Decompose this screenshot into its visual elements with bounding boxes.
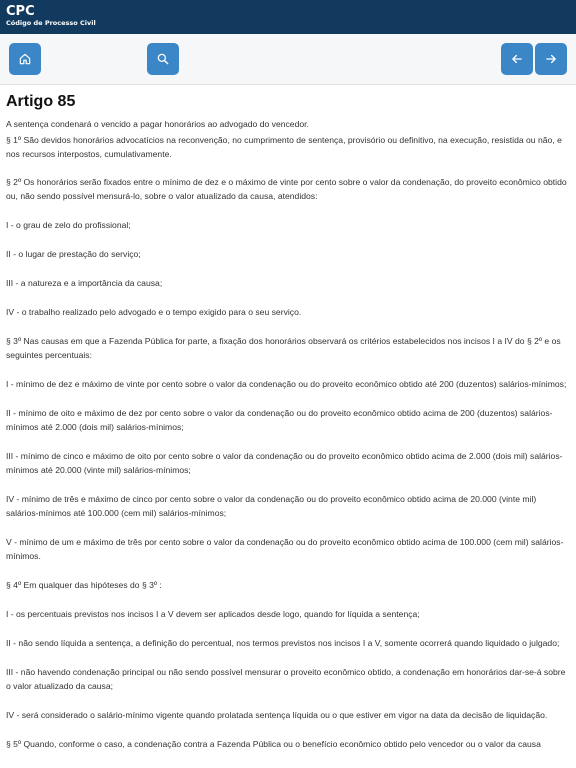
search-icon <box>156 52 170 66</box>
article-item: II - o lugar de prestação do serviço; <box>6 249 141 259</box>
article-item: II - não sendo líquida a sentença, a definição do percentual, nos termos previstos nos incisos I a V, somente ocorrerá quando liquidado o julgado; <box>6 638 560 648</box>
article-paragraph: § 5º Quando, conforme o caso, a condenação contra a Fazenda Pública ou o benefício econômico obtido pelo vencedor ou o valor da causa <box>6 739 541 749</box>
article-paragraph: § 3º Nas causas em que a Fazenda Pública for parte, a fixação dos honorários observará os critérios estabelecidos nos incisos I a IV do § 2º e os seguintes percentuais: <box>6 336 561 360</box>
article-paragraph: § 1º São devidos honorários advocatícios na reconvenção, no cumprimento de sentença, provisório ou definitivo, na execução, resistida ou não, e nos recursos interpostos, cumulativamente. <box>6 135 562 159</box>
article-item: I - os percentuais previstos nos incisos I a V devem ser aplicados desde logo, quando for líquida a sentença; <box>6 609 420 619</box>
article-title: Artigo 85 <box>6 93 76 110</box>
article-paragraph: § 4º Em qualquer das hipóteses do § 3º : <box>6 580 162 590</box>
article-item: IV - o trabalho realizado pelo advogado e o tempo exigido para o seu serviço. <box>6 307 302 317</box>
article-item: II - mínimo de oito e máximo de dez por cento sobre o valor da condenação ou do proveito econômico obtido acima de 200 (duzentos) salários-mínimos até 2.000 (dois mil) salários-mínimos; <box>6 408 553 432</box>
article-item: III - mínimo de cinco e máximo de oito por cento sobre o valor da condenação ou do proveito econômico obtido acima de 2.000 (dois mil) salários-mínimos até 20.000 (vinte mil) salários-mínimos; <box>6 451 563 475</box>
previous-article-button[interactable] <box>501 43 533 75</box>
search-button[interactable] <box>147 43 179 75</box>
article-caput: A sentença condenará o vencido a pagar honorários ao advogado do vencedor. <box>6 119 309 129</box>
app-title: CPC <box>6 4 35 19</box>
app-header <box>0 0 576 34</box>
article-item: V - mínimo de um e máximo de três por cento sobre o valor da condenação ou do proveito econômico obtido acima de 100.000 (cem mil) salários-mínimos. <box>6 537 564 561</box>
article-item: I - o grau de zelo do profissional; <box>6 220 131 230</box>
article-item: III - não havendo condenação principal ou não sendo possível mensurar o proveito econômico obtido, a condenação em honorários dar-se-á sobre o valor atualizado da causa; <box>6 667 566 691</box>
arrow-left-icon <box>510 52 524 66</box>
article-item: I - mínimo de dez e máximo de vinte por cento sobre o valor da condenação ou do proveito econômico obtido até 200 (duzentos) salários-mínimos; <box>6 379 567 389</box>
article-item: IV - será considerado o salário-mínimo vigente quando prolatada sentença líquida ou o que estiver em vigor na data da decisão de liquidação. <box>6 710 548 720</box>
app-subtitle: Código de Processo Civil <box>6 19 96 27</box>
article-item: IV - mínimo de três e máximo de cinco por cento sobre o valor da condenação ou do proveito econômico obtido acima de 20.000 (vinte mil) salários-mínimos até 100.000 (cem mil) salários-mínimos; <box>6 494 537 518</box>
arrow-right-icon <box>544 52 558 66</box>
home-button[interactable] <box>9 43 41 75</box>
toolbar <box>0 34 576 85</box>
home-icon <box>18 52 32 66</box>
article-content <box>0 85 576 751</box>
next-article-button[interactable] <box>535 43 567 75</box>
article-item: III - a natureza e a importância da causa; <box>6 278 163 288</box>
article-paragraph: § 2º Os honorários serão fixados entre o mínimo de dez e o máximo de vinte por cento sobre o valor da condenação, do proveito econômico obtido ou, não sendo possível mensurá-lo, sobre o valor atualizado da causa, atendidos: <box>6 177 567 201</box>
